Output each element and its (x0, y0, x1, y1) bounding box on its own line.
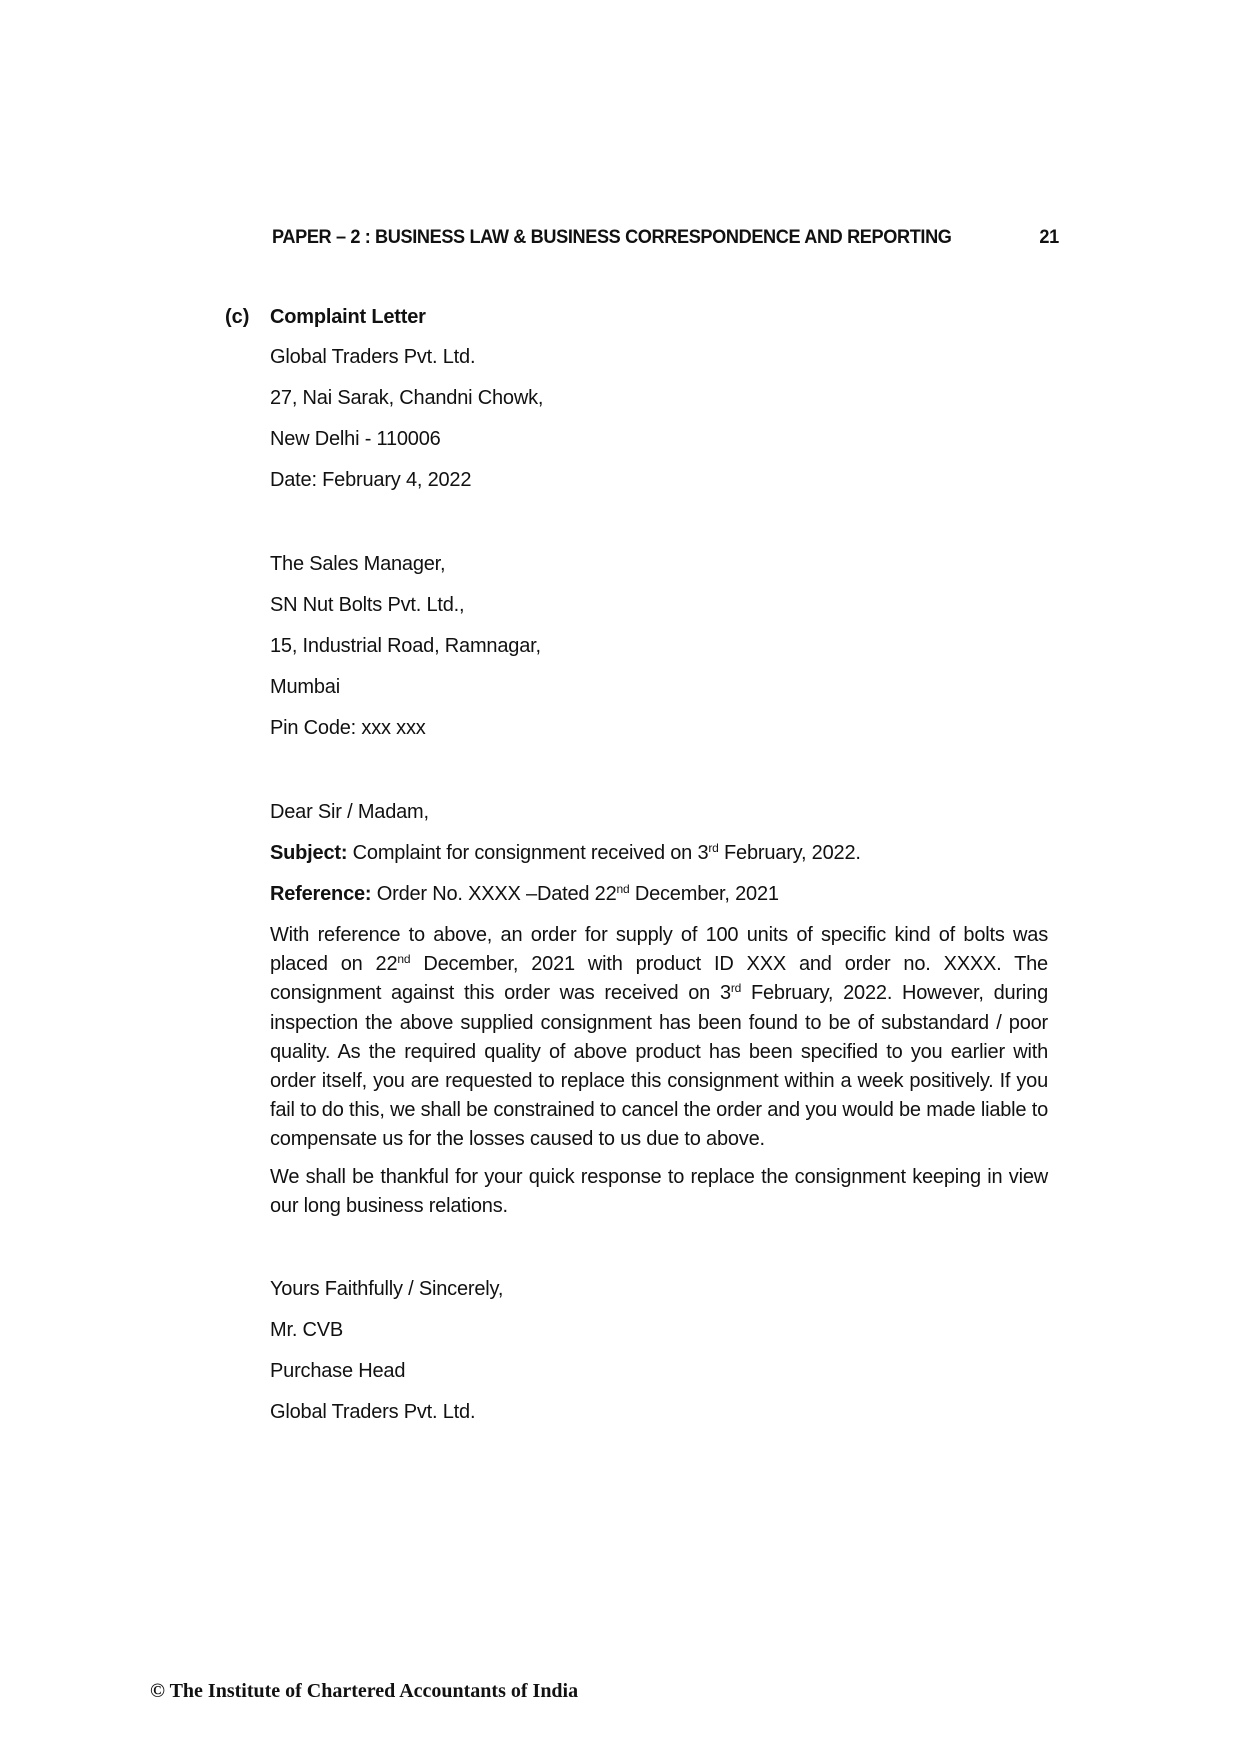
page-number: 21 (1039, 226, 1059, 248)
signatory-company: Global Traders Pvt. Ltd. (270, 1401, 476, 1423)
sender-company: Global Traders Pvt. Ltd. (270, 346, 476, 368)
subject-sup: rd (708, 841, 719, 855)
subject-label: Subject: (270, 842, 348, 864)
body-p1-part1: With reference to above, an order for supply of 100 units of specific kind of bolts was placed on 22 (270, 924, 1048, 976)
subject-text-after: February, 2022. (718, 842, 861, 864)
recipient-pin: Pin Code: xxx xxx (270, 717, 426, 739)
section-label: (c) (225, 306, 250, 328)
recipient-address-line1: 15, Industrial Road, Ramnagar, (270, 635, 541, 657)
reference-label: Reference: (270, 883, 372, 905)
sender-address-line1: 27, Nai Sarak, Chandni Chowk, (270, 387, 544, 409)
footer-copyright: © The Institute of Chartered Accountants of India (150, 1680, 579, 1702)
header-title: PAPER – 2 : BUSINESS LAW & BUSINESS CORRESPONDENCE AND REPORTING (272, 226, 952, 248)
body-paragraph-1 (270, 921, 1048, 1155)
reference-text-after: December, 2021 (629, 883, 779, 905)
reference-sup: nd (616, 882, 630, 896)
body-p1-sup2: rd (730, 981, 742, 996)
page-header (272, 226, 1059, 249)
subject-line (270, 842, 861, 865)
recipient-designation: The Sales Manager, (270, 553, 446, 575)
closing-complimentary: Yours Faithfully / Sincerely, (270, 1278, 504, 1300)
salutation: Dear Sir / Madam, (270, 801, 429, 823)
body-p1-part3: February, 2022. However, during inspection the above supplied consignment has been found to be of substandard / poor quality. As the required quality of above product has been specified to you earlier with order itself, you are requested to replace this consignment within a week positively. If you fail to do this, we shall be constrained to cancel the order and you would be made liable to compensate us for the losses caused to us due to above. (270, 982, 1049, 1151)
body-p1-sup1: nd (397, 952, 411, 967)
sender-address-line2: New Delhi - 110006 (270, 428, 441, 450)
recipient-company: SN Nut Bolts Pvt. Ltd., (270, 594, 465, 616)
reference-text-before: Order No. XXXX –Dated 22 (371, 883, 617, 905)
letter-date: Date: February 4, 2022 (270, 469, 472, 491)
recipient-city: Mumbai (270, 676, 340, 698)
body-p1-part2: December, 2021 with product ID XXX and order no. XXXX. The consignment against this order was received on 3 (270, 953, 1048, 1005)
signatory-designation: Purchase Head (270, 1360, 406, 1382)
subject-text-before: Complaint for consignment received on 3 (347, 842, 709, 864)
signatory-name: Mr. CVB (270, 1319, 344, 1341)
body-paragraph-2: We shall be thankful for your quick response to replace the consignment keeping in view our long business relations. (270, 1166, 1048, 1218)
reference-line (270, 883, 779, 906)
section-title: Complaint Letter (270, 306, 426, 328)
